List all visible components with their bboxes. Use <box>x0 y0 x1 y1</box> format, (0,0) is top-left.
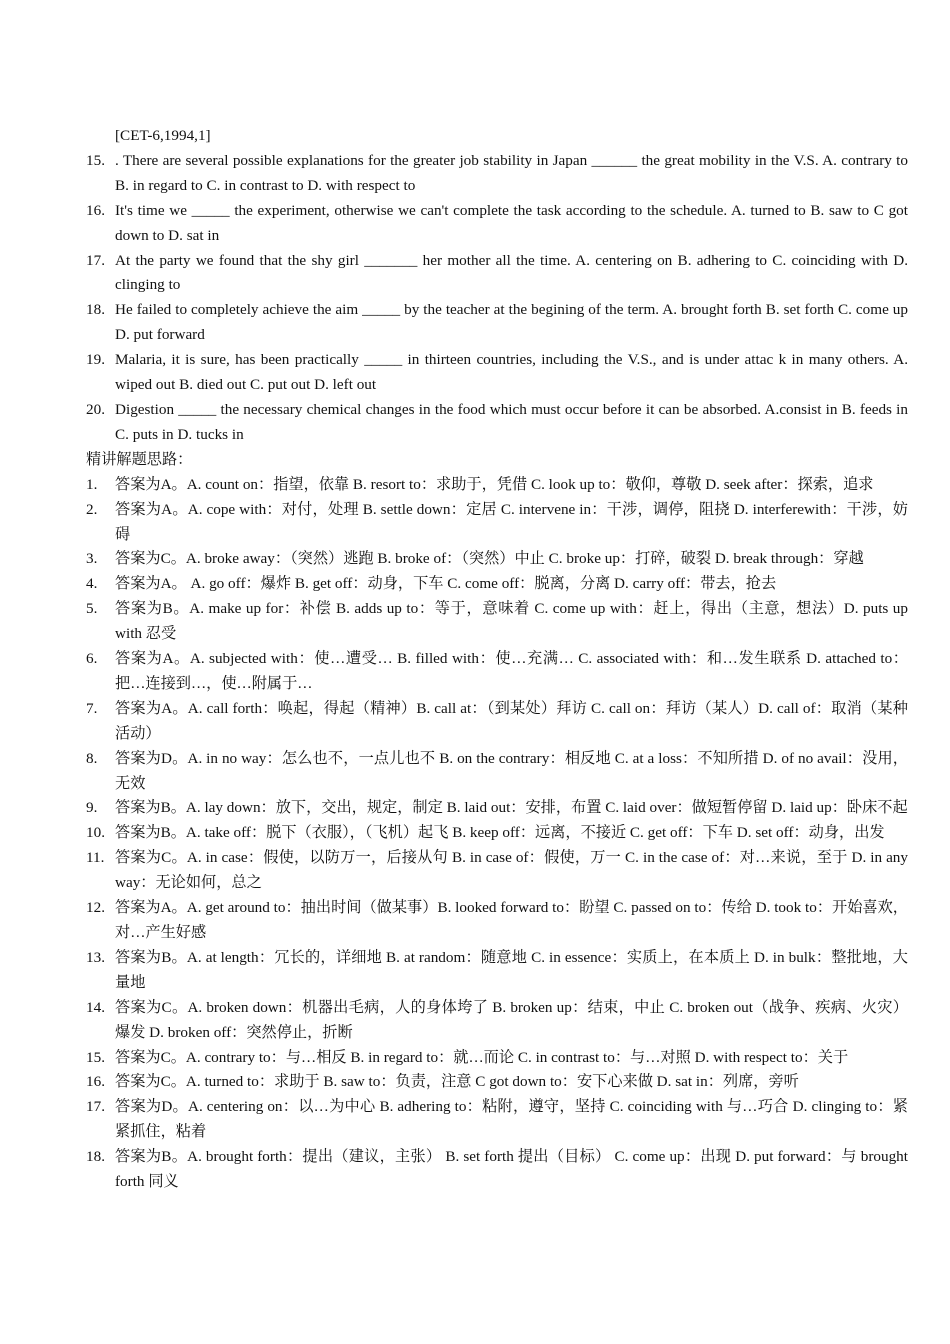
question-item <box>86 249 908 299</box>
answer-item <box>86 473 908 498</box>
answer-item <box>86 1145 908 1195</box>
answer-number: 12. <box>86 899 105 917</box>
answer-number: 10. <box>86 824 105 842</box>
answer-number: 13. <box>86 948 105 966</box>
question-item <box>86 298 908 348</box>
source-reference: [CET-6,1994,1] <box>115 127 211 144</box>
answer-item <box>86 946 908 996</box>
document-content <box>86 124 908 1195</box>
question-item <box>86 348 908 398</box>
answer-list <box>86 473 908 1195</box>
question-number: 19. <box>86 351 105 369</box>
answer-item <box>86 647 908 697</box>
answer-number: 6. <box>86 650 98 668</box>
answer-text: 答案为B。A. take off：脱下（衣服），（飞机）起飞 B. keep off：远离，不接近 C. get off：下车 D. set off：动身，出发 <box>115 824 885 842</box>
answer-item <box>86 821 908 846</box>
answer-number: 4. <box>86 575 98 593</box>
answer-number: 15. <box>86 1048 105 1066</box>
answer-text: 答案为A。A. get around to：抽出时间（做某事）B. looked forward to：盼望 C. passed on to：传给 D. took to：开始喜欢，对…产生好感 <box>115 899 908 941</box>
answer-number: 3. <box>86 550 98 568</box>
answer-item <box>86 572 908 597</box>
question-text: He failed to completely achieve the aim _____ by the teacher at the begining of the term. A. brought forth B. set forth C. come up D. put forward <box>115 301 908 344</box>
answer-number: 17. <box>86 1098 105 1116</box>
answer-text: 答案为C。A. in case：假使，以防万一，后接从句 B. in case of：假使，万一 C. in the case of：对…来说，至于 D. in any way：无论如何，总之 <box>115 849 908 892</box>
question-number: 16. <box>86 201 105 219</box>
answer-text: 答案为B。A. brought forth：提出（建议，主张） B. set forth 提出（目标） C. come up：出现 D. put forward：与 brought forth 同义 <box>115 1148 908 1191</box>
question-text: . There are several possible explanations for the greater job stability in Japan ______ the great mobility in the V.S. A. contrary to B. in regard to C. in contrast to D. with respect to <box>115 151 908 194</box>
answer-item <box>86 1095 908 1145</box>
answer-item <box>86 697 908 747</box>
question-text: Malaria, it is sure, has been practically _____ in thirteen countries, including the V.S., and is under attac k in many others. A. wiped out B. died out C. put out D. left out <box>115 351 908 394</box>
answer-text: 答案为A。A. cope with：对付，处理 B. settle down：定居 C. intervene in：干涉，调停，阻挠 D. interferewith：干涉，妨碍 <box>115 500 908 543</box>
question-text: Digestion _____ the necessary chemical changes in the food which must occur before it can be absorbed. A.consist in B. feeds in C. puts in D. tucks in <box>115 400 908 443</box>
answer-item <box>86 896 908 946</box>
question-text: It's time we _____ the experiment, otherwise we can't complete the task according to the schedule. A. turned to B. saw to C got down to D. sat in <box>115 201 908 244</box>
answer-text: 答案为A。A. call forth：唤起，得起（精神）B. call at：（到某处）拜访 C. call on：拜访（某人）D. call of：取消（某种活动） <box>115 699 908 742</box>
question-item <box>86 398 908 448</box>
answer-number: 16. <box>86 1073 105 1091</box>
answer-text: 答案为B。A. lay down：放下，交出，规定，制定 B. laid out：安排，布置 C. laid over：做短暂停留 D. laid up：卧床不起 <box>115 799 908 817</box>
answer-item <box>86 996 908 1046</box>
answer-text: 答案为C。A. turned to：求助于 B. saw to：负责，注意 C got down to：安下心来做 D. sat in：列席，旁听 <box>115 1073 799 1091</box>
answer-item <box>86 796 908 821</box>
answer-text: 答案为C。A. contrary to：与…相反 B. in regard to：就…而论 C. in contrast to：与…对照 D. with respect to：关于 <box>115 1048 849 1066</box>
answer-text: 答案为A。A. count on：指望，依靠 B. resort to：求助于，凭借 C. look up to：敬仰，尊敬 D. seek after：探索，追求 <box>115 475 874 493</box>
answer-number: 9. <box>86 799 98 817</box>
answer-item <box>86 747 908 797</box>
question-number: 15. <box>86 151 105 169</box>
answer-text: 答案为C。A. broken down：机器出毛病，人的身体垮了 B. broken up：结束，中止 C. broken out（战争、疾病、火灾）爆发 D. broken off：突然停止，折断 <box>115 998 908 1041</box>
answer-number: 2. <box>86 500 98 518</box>
question-number: 20. <box>86 400 105 418</box>
question-item <box>86 199 908 249</box>
answer-number: 8. <box>86 749 98 767</box>
answer-number: 18. <box>86 1148 105 1166</box>
question-number: 17. <box>86 251 105 269</box>
analysis-heading: 精讲解题思路： <box>86 450 193 468</box>
question-list <box>86 149 908 448</box>
answer-number: 7. <box>86 699 98 717</box>
answer-number: 14. <box>86 998 105 1016</box>
question-item <box>86 149 908 199</box>
answer-item <box>86 498 908 548</box>
answer-text: 答案为C。A. broke away：（突然）逃跑 B. broke of：（突然）中止 C. broke up：打碎，破裂 D. break through：穿越 <box>115 550 864 568</box>
answer-item <box>86 597 908 647</box>
answer-text: 答案为D。A. in no way：怎么也不，一点儿也不 B. on the contrary：相反地 C. at a loss：不知所措 D. of no avail：没用，无效 <box>115 749 908 792</box>
answer-text: 答案为D。A. centering on：以…为中心 B. adhering to：粘附，遵守，坚持 C. coinciding with 与…巧合 D. clinging to：紧紧抓住，粘着 <box>115 1098 908 1141</box>
answer-text: 答案为B。A. at length：冗长的，详细地 B. at random：随意地 C. in essence：实质上，在本质上 D. in bulk：整批地，大量地 <box>115 948 908 991</box>
answer-number: 1. <box>86 475 98 493</box>
answer-item <box>86 547 908 572</box>
answer-text: 答案为A。A. subjected with：使…遭受… B. filled with：使…充满… C. associated with：和…发生联系 D. attached to：把…连接到…，使…附属于… <box>115 650 908 692</box>
answer-item <box>86 846 908 896</box>
answer-item <box>86 1070 908 1095</box>
answer-text: 答案为B。A. make up for：补偿 B. adds up to：等于，意味着 C. come up with：赶上，得出（主意，想法）D. puts up with 忍受 <box>115 600 908 643</box>
answer-text: 答案为A。 A. go off：爆炸 B. get off：动身，下车 C. come off：脱离，分离 D. carry off：带去，抢去 <box>115 575 777 593</box>
answer-number: 11. <box>86 849 105 867</box>
answer-item <box>86 1046 908 1071</box>
question-number: 18. <box>86 301 105 319</box>
answer-number: 5. <box>86 600 98 618</box>
question-text: At the party we found that the shy girl _______ her mother all the time. A. centering on B. adhering to C. coinciding with D. clinging to <box>115 251 908 294</box>
